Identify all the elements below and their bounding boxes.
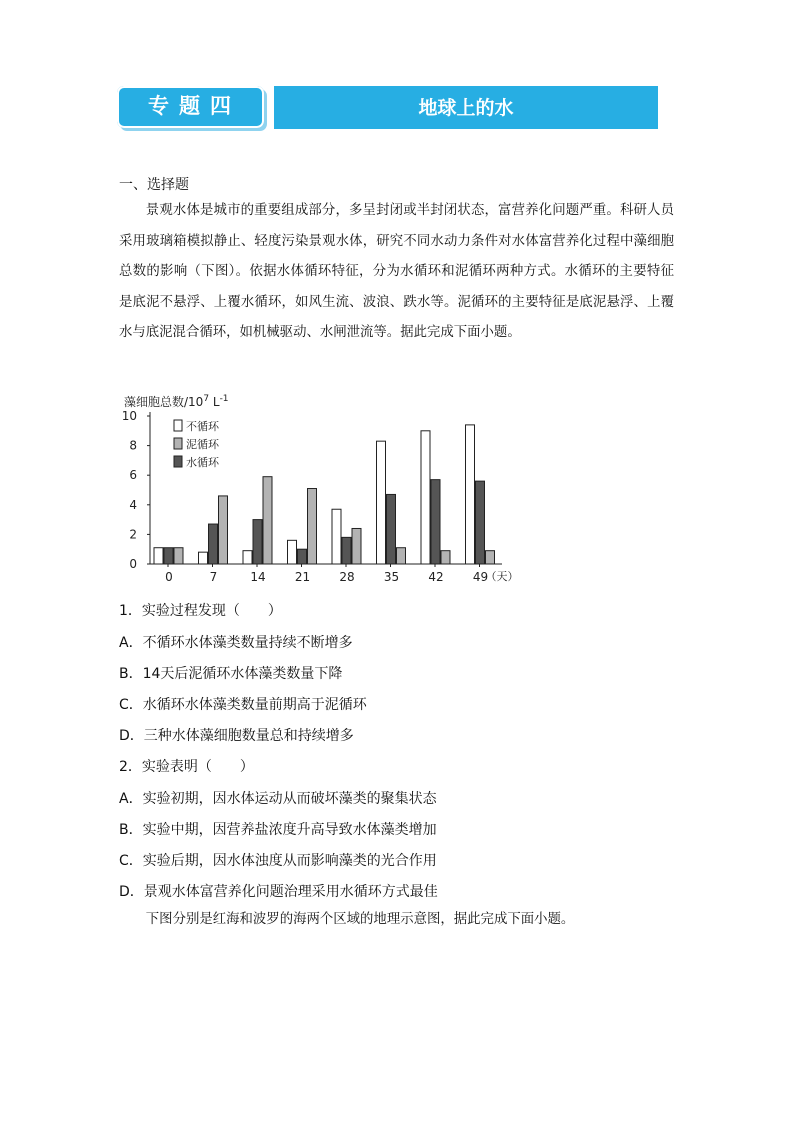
bar — [298, 549, 307, 564]
bar — [209, 524, 218, 564]
bar — [308, 489, 317, 564]
legend-label: 不循环 — [186, 420, 219, 433]
bar — [476, 481, 485, 564]
x-axis-unit: （天） — [485, 570, 519, 583]
legend-label: 水循环 — [186, 456, 219, 469]
title-banner — [274, 86, 658, 129]
question-2-option-b: B．实验中期，因营养盐浓度升高导致水体藻类增加 — [119, 822, 437, 838]
topic-tag-label: 专题四 — [148, 94, 241, 118]
question-1-stem: 1．实验过程发现（ ） — [119, 603, 282, 619]
question-1-option-a: A．不循环水体藻类数量持续不断增多 — [119, 635, 353, 651]
x-tick-label: 0 — [165, 570, 173, 584]
question-2-option-c: C．实验后期，因水体浊度从而影响藻类的光合作用 — [119, 853, 437, 869]
bar — [421, 431, 430, 564]
legend-swatch — [174, 438, 182, 449]
bar — [342, 537, 351, 564]
section-heading: 一、选择题 — [119, 177, 189, 193]
bar — [219, 496, 228, 564]
algae-bar-chart — [118, 390, 538, 590]
bar — [387, 494, 396, 564]
question-2-stem: 2．实验表明（ ） — [119, 759, 254, 775]
bar — [352, 528, 361, 564]
bar — [377, 441, 386, 564]
y-tick-label: 6 — [129, 468, 137, 483]
legend-swatch — [174, 420, 182, 431]
x-tick-label: 42 — [428, 570, 444, 584]
y-tick-label: 8 — [129, 438, 137, 453]
topic-tag — [117, 86, 264, 128]
y-tick-label: 2 — [129, 527, 137, 542]
x-tick-label: 28 — [339, 570, 355, 584]
x-tick-label: 14 — [250, 570, 266, 584]
question-2-option-d: D．景观水体富营养化问题治理采用水循环方式最佳 — [119, 884, 438, 900]
bar — [441, 551, 450, 564]
bar — [397, 548, 406, 564]
y-tick-label: 4 — [129, 497, 137, 512]
question-1-option-c: C．水循环水体藻类数量前期高于泥循环 — [119, 697, 367, 713]
y-tick-label: 10 — [121, 409, 137, 423]
page-title: 地球上的水 — [418, 97, 514, 119]
x-tick-label: 35 — [383, 570, 400, 584]
question-1-option-b: B．14天后泥循环水体藻类数量下降 — [119, 666, 343, 682]
x-tick-label: 21 — [294, 570, 311, 584]
bar — [154, 548, 163, 564]
question-2-option-a: A．实验初期，因水体运动从而破坏藻类的聚集状态 — [119, 791, 437, 807]
y-axis-title: 藻细胞总数$/10^7$ $L^{-1}$ — [124, 394, 229, 409]
passage-paragraph: 景观水体是城市的重要组成部分，多呈封闭或半封闭状态，富营养化问题严重。科研人员采用玻璃箱模拟静止、轻度污染景观水体，研究不同水动力条件对水体富营养化过程中藻细胞总数的影响（下图）。依据水体循环特征，分为水循环和泥循环两种方式。水循环的主要特征是底泥不悬浮、上覆水循环，如风生流、波浪、跌水等。泥循环的主要特征是底泥悬浮、上覆水与底泥混合循环，如机械驱动、水闸泄流等。据此完成下面小题。 — [119, 203, 674, 341]
bar — [199, 552, 208, 564]
bar — [174, 548, 183, 564]
question-1-option-d: D．三种水体藻细胞数量总和持续增多 — [119, 728, 354, 744]
legend-swatch — [174, 456, 182, 467]
x-tick-label: 7 — [209, 570, 218, 584]
bar — [486, 551, 495, 564]
y-tick-label: 0 — [129, 557, 137, 571]
bar — [332, 509, 341, 564]
x-tick-label: 49 — [472, 570, 489, 584]
passage-2: 下图分别是红海和波罗的海两个区域的地理示意图，据此完成下面小题。 — [145, 912, 575, 927]
bar — [263, 477, 272, 564]
legend-label: 泥循环 — [186, 438, 219, 451]
bar — [466, 425, 475, 564]
bar — [288, 540, 297, 564]
bar — [243, 551, 252, 564]
bar — [253, 520, 262, 564]
bar — [431, 480, 440, 564]
bar — [164, 548, 173, 564]
